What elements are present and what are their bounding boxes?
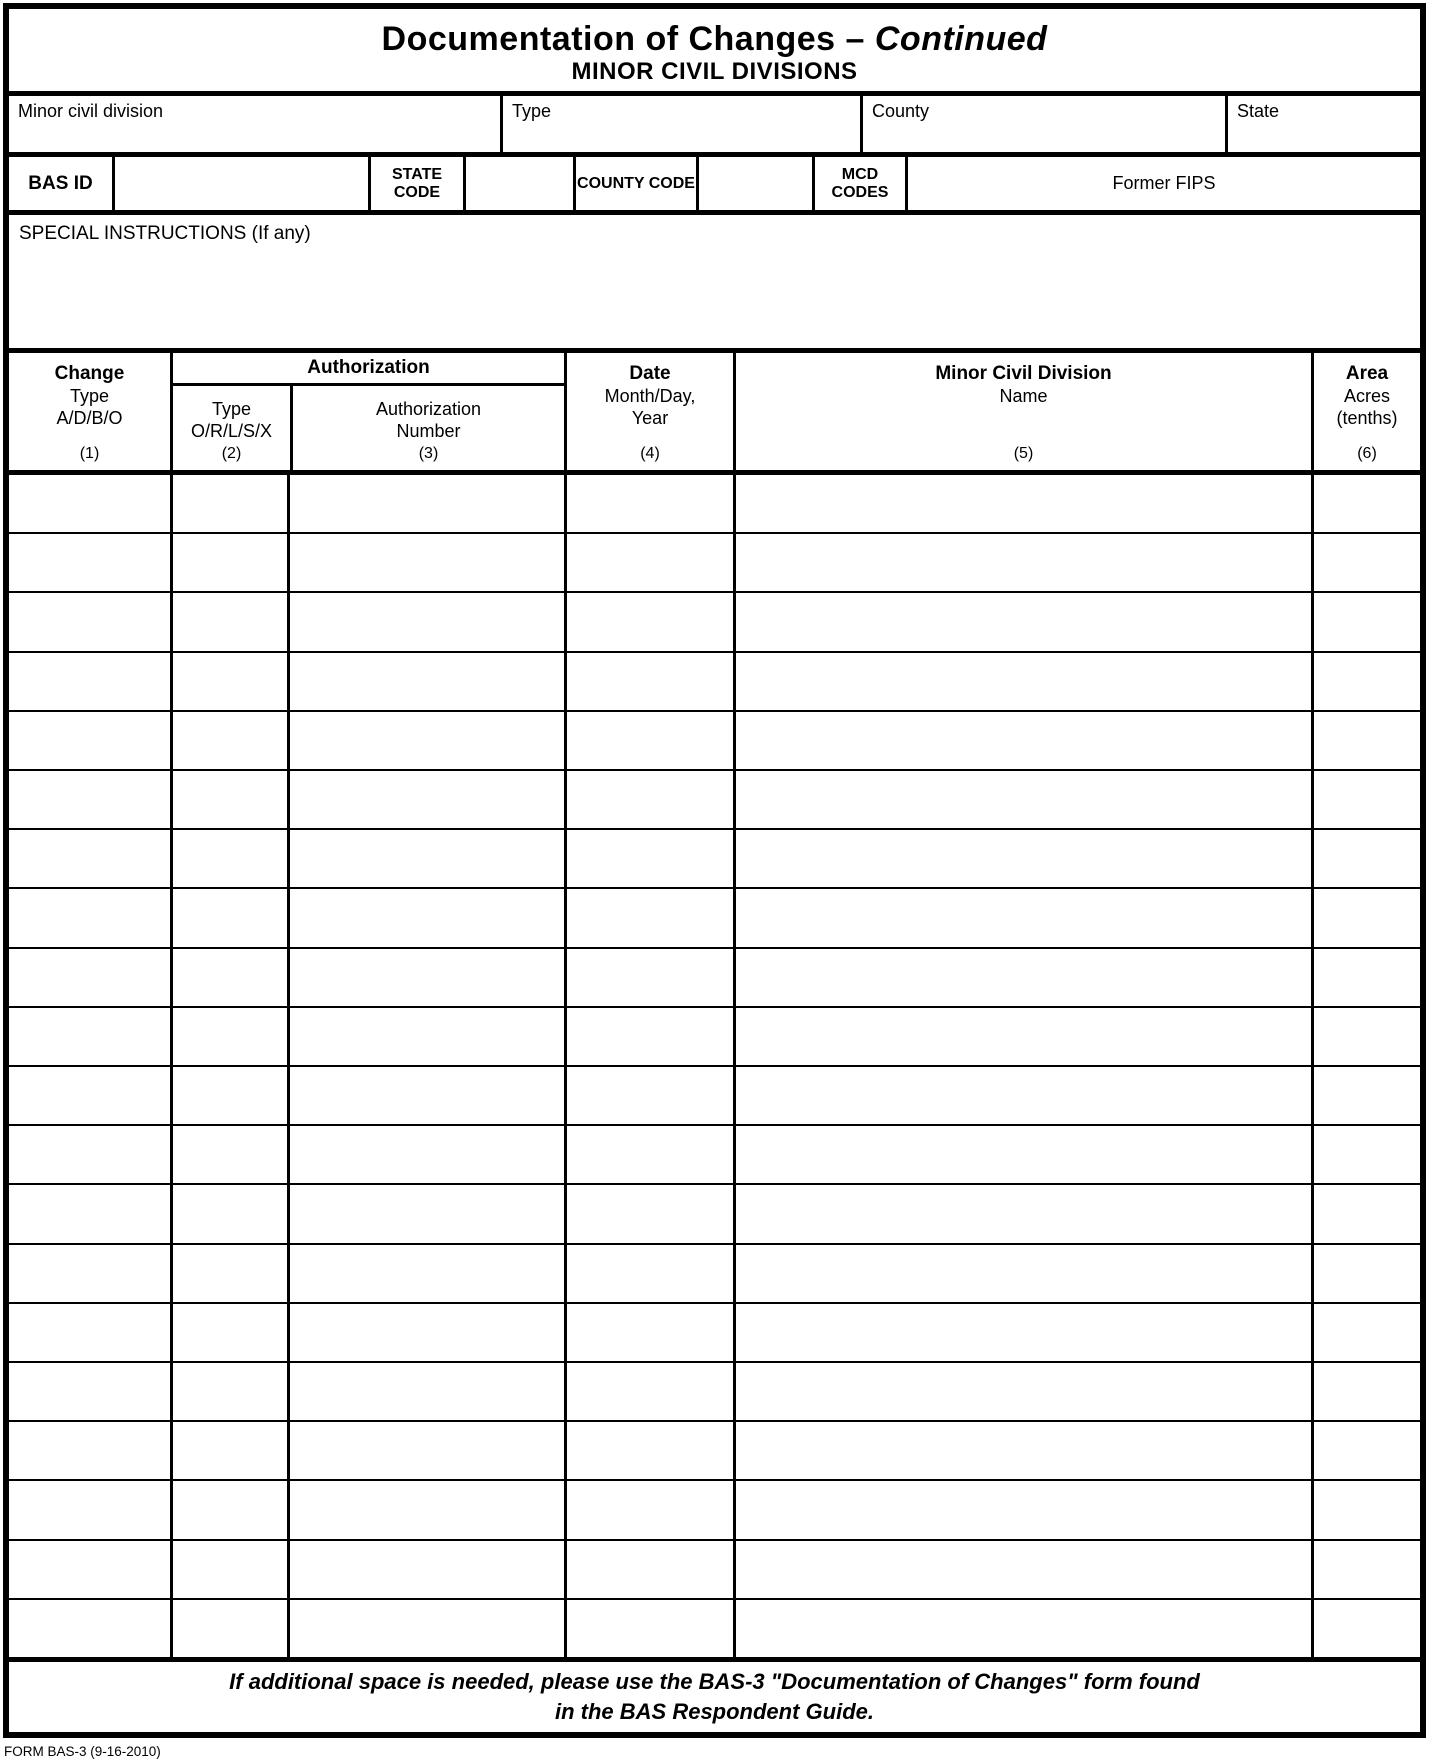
codes-row xyxy=(9,157,1420,215)
former-fips-cell[interactable] xyxy=(905,157,1420,210)
area-acres-cell[interactable] xyxy=(1311,475,1420,532)
date-cell[interactable] xyxy=(564,1363,733,1420)
table-row xyxy=(9,651,1420,710)
authorization-number-cell[interactable] xyxy=(287,1245,564,1302)
type-field[interactable] xyxy=(500,96,860,152)
authorization-number-header: Authorization Number (3) xyxy=(290,386,564,470)
area-acres-cell[interactable] xyxy=(1311,1600,1420,1657)
state-code-value-cell[interactable] xyxy=(463,157,573,210)
footer-note xyxy=(9,1657,1420,1732)
change-type-cell[interactable] xyxy=(9,889,170,946)
authorization-number-cell[interactable] xyxy=(287,949,564,1006)
mcd-name-cell[interactable] xyxy=(733,949,1311,1006)
change-type-cell[interactable] xyxy=(9,830,170,887)
change-type-cell[interactable] xyxy=(9,1422,170,1479)
mcd-name-cell[interactable] xyxy=(733,1600,1311,1657)
change-type-header: Change Type A/D/B/O (1) xyxy=(54,363,125,462)
table-header xyxy=(9,353,1420,475)
area-acres-cell[interactable] xyxy=(1311,1067,1420,1124)
change-type-cell[interactable] xyxy=(9,475,170,532)
mcd-name-cell[interactable] xyxy=(733,771,1311,828)
authorization-number-cell[interactable] xyxy=(287,1008,564,1065)
authorization-number-cell[interactable] xyxy=(287,889,564,946)
former-fips-label: Former FIPS xyxy=(1112,173,1216,193)
table-row xyxy=(9,1479,1420,1538)
mcd-name-cell[interactable] xyxy=(733,830,1311,887)
authorization-number-cell[interactable] xyxy=(287,771,564,828)
date-cell[interactable] xyxy=(564,1304,733,1361)
table-row xyxy=(9,1598,1420,1657)
authorization-type-cell[interactable] xyxy=(170,1067,287,1124)
authorization-type-cell[interactable] xyxy=(170,1245,287,1302)
change-type-cell[interactable] xyxy=(9,1600,170,1657)
authorization-type-cell[interactable] xyxy=(170,534,287,591)
date-cell[interactable] xyxy=(564,475,733,532)
area-acres-cell[interactable] xyxy=(1311,653,1420,710)
form-id-label: FORM BAS-3 (9-16-2010) xyxy=(4,1744,161,1759)
authorization-number-cell[interactable] xyxy=(287,1600,564,1657)
change-type-cell[interactable] xyxy=(9,653,170,710)
county-label: County xyxy=(872,101,930,121)
table-row xyxy=(9,887,1420,946)
authorization-type-cell[interactable] xyxy=(170,1185,287,1242)
authorization-number-cell[interactable] xyxy=(287,1481,564,1538)
county-code-label: COUNTY CODE xyxy=(573,157,696,210)
authorization-number-cell[interactable] xyxy=(287,653,564,710)
mcd-name-cell[interactable] xyxy=(733,653,1311,710)
authorization-number-cell[interactable] xyxy=(287,1422,564,1479)
area-acres-cell[interactable] xyxy=(1311,1126,1420,1183)
table-row xyxy=(9,828,1420,887)
authorization-type-cell[interactable] xyxy=(170,830,287,887)
area-acres-cell[interactable] xyxy=(1311,1481,1420,1538)
change-type-cell[interactable] xyxy=(9,771,170,828)
mcd-name-cell[interactable] xyxy=(733,475,1311,532)
bas-id-value-cell[interactable] xyxy=(112,157,368,210)
authorization-type-cell[interactable] xyxy=(170,1126,287,1183)
authorization-number-cell[interactable] xyxy=(287,1067,564,1124)
date-cell[interactable] xyxy=(564,1481,733,1538)
authorization-type-cell[interactable] xyxy=(170,889,287,946)
mcd-name-cell[interactable] xyxy=(733,593,1311,650)
date-cell[interactable] xyxy=(564,1126,733,1183)
authorization-group-header xyxy=(170,353,564,470)
special-instructions-area[interactable] xyxy=(9,215,1420,353)
authorization-type-header: Type O/R/L/S/X (2) xyxy=(190,399,273,462)
authorization-type-cell[interactable] xyxy=(170,593,287,650)
mcd-name-cell[interactable] xyxy=(733,889,1311,946)
change-type-cell[interactable] xyxy=(9,1008,170,1065)
table-row xyxy=(9,1420,1420,1479)
area-header: Area Acres (tenths) (6) xyxy=(1311,353,1420,470)
table-row xyxy=(9,591,1420,650)
mcd-name-cell[interactable] xyxy=(733,1481,1311,1538)
mcd-name-cell[interactable] xyxy=(733,534,1311,591)
mcd-name-cell[interactable] xyxy=(733,1008,1311,1065)
footer-note-line2: in the BAS Respondent Guide. xyxy=(554,1699,874,1724)
authorization-type-cell[interactable] xyxy=(170,712,287,769)
date-cell[interactable] xyxy=(564,830,733,887)
change-type-cell[interactable] xyxy=(9,1481,170,1538)
change-type-cell[interactable] xyxy=(9,1541,170,1598)
area-acres-cell[interactable] xyxy=(1311,1422,1420,1479)
authorization-type-cell[interactable] xyxy=(170,475,287,532)
mcd-name-cell[interactable] xyxy=(733,1422,1311,1479)
change-type-cell[interactable] xyxy=(9,1067,170,1124)
area-acres-cell[interactable] xyxy=(1311,949,1420,1006)
mcd-codes-label: MCD CODES xyxy=(812,157,905,210)
mcd-name-cell[interactable] xyxy=(733,1541,1311,1598)
table-row xyxy=(9,1302,1420,1361)
mcd-name-cell[interactable] xyxy=(733,1304,1311,1361)
authorization-type-cell[interactable] xyxy=(170,1008,287,1065)
authorization-number-cell[interactable] xyxy=(287,830,564,887)
mcd-name-cell[interactable] xyxy=(733,712,1311,769)
area-acres-cell[interactable] xyxy=(1311,1304,1420,1361)
area-acres-cell[interactable] xyxy=(1311,889,1420,946)
table-row xyxy=(9,1361,1420,1420)
mcd-name-cell[interactable] xyxy=(733,1126,1311,1183)
table-body xyxy=(9,475,1420,1657)
date-cell[interactable] xyxy=(564,1067,733,1124)
bas-id-label: BAS ID xyxy=(28,172,93,194)
authorization-number-cell[interactable] xyxy=(287,1185,564,1242)
authorization-type-cell[interactable] xyxy=(170,1600,287,1657)
authorization-type-cell[interactable] xyxy=(170,653,287,710)
authorization-number-cell[interactable] xyxy=(287,593,564,650)
special-instructions-label: SPECIAL INSTRUCTIONS (If any) xyxy=(19,223,311,244)
table-row xyxy=(9,710,1420,769)
area-acres-cell[interactable] xyxy=(1311,771,1420,828)
date-cell[interactable] xyxy=(564,889,733,946)
authorization-type-cell[interactable] xyxy=(170,1363,287,1420)
footer-note-line1: If additional space is needed, please use the BAS-3 "Documentation of Changes" form found xyxy=(229,1669,1200,1694)
authorization-number-cell[interactable] xyxy=(287,534,564,591)
table-row xyxy=(9,1006,1420,1065)
change-type-cell[interactable] xyxy=(9,1126,170,1183)
mcd-name-cell[interactable] xyxy=(733,1067,1311,1124)
authorization-number-cell[interactable] xyxy=(287,475,564,532)
table-row xyxy=(9,475,1420,532)
bas3-form xyxy=(3,3,1426,1738)
area-acres-cell[interactable] xyxy=(1311,830,1420,887)
authorization-type-cell[interactable] xyxy=(170,1422,287,1479)
area-acres-cell[interactable] xyxy=(1311,593,1420,650)
change-type-cell[interactable] xyxy=(9,712,170,769)
mcd-name-cell[interactable] xyxy=(733,1245,1311,1302)
authorization-number-cell[interactable] xyxy=(287,712,564,769)
type-label: Type xyxy=(512,101,552,121)
area-acres-cell[interactable] xyxy=(1311,1363,1420,1420)
date-cell[interactable] xyxy=(564,712,733,769)
minor-civil-division-field[interactable] xyxy=(9,96,500,152)
date-cell[interactable] xyxy=(564,1008,733,1065)
table-row xyxy=(9,1183,1420,1242)
area-acres-cell[interactable] xyxy=(1311,1185,1420,1242)
table-row xyxy=(9,1539,1420,1598)
date-cell[interactable] xyxy=(564,1600,733,1657)
page-title-continued: Continued xyxy=(874,20,1048,58)
county-code-value-cell[interactable] xyxy=(696,157,812,210)
minor-civil-division-label: Minor civil division xyxy=(18,101,164,121)
date-cell[interactable] xyxy=(564,653,733,710)
date-cell[interactable] xyxy=(564,1245,733,1302)
date-cell[interactable] xyxy=(564,1185,733,1242)
table-row xyxy=(9,1124,1420,1183)
area-acres-cell[interactable] xyxy=(1311,1245,1420,1302)
table-row xyxy=(9,769,1420,828)
change-type-cell[interactable] xyxy=(9,1245,170,1302)
change-type-cell[interactable] xyxy=(9,1304,170,1361)
date-cell[interactable] xyxy=(564,1541,733,1598)
area-acres-cell[interactable] xyxy=(1311,712,1420,769)
date-cell[interactable] xyxy=(564,593,733,650)
authorization-type-cell[interactable] xyxy=(170,949,287,1006)
change-type-cell[interactable] xyxy=(9,534,170,591)
authorization-type-cell[interactable] xyxy=(170,1541,287,1598)
state-field[interactable] xyxy=(1225,96,1420,152)
authorization-type-cell[interactable] xyxy=(170,1481,287,1538)
date-header: Date Month/Day, Year (4) xyxy=(564,353,733,470)
authorization-type-cell[interactable] xyxy=(170,1304,287,1361)
date-cell[interactable] xyxy=(564,534,733,591)
state-code-label: STATE CODE xyxy=(368,157,463,210)
mcd-name-cell[interactable] xyxy=(733,1363,1311,1420)
date-cell[interactable] xyxy=(564,1422,733,1479)
change-type-cell[interactable] xyxy=(9,949,170,1006)
table-row xyxy=(9,947,1420,1006)
area-acres-cell[interactable] xyxy=(1311,1541,1420,1598)
authorization-number-cell[interactable] xyxy=(287,1304,564,1361)
change-type-cell[interactable] xyxy=(9,1363,170,1420)
table-row xyxy=(9,532,1420,591)
page-title: Documentation of Changes – Continued xyxy=(381,20,1048,58)
mcd-name-cell[interactable] xyxy=(733,1185,1311,1242)
page-subtitle: MINOR CIVIL DIVISIONS xyxy=(571,58,858,85)
change-type-cell[interactable] xyxy=(9,1185,170,1242)
authorization-number-cell[interactable] xyxy=(287,1126,564,1183)
change-type-cell[interactable] xyxy=(9,593,170,650)
mcd-name-header: Minor Civil Division Name (5) xyxy=(733,353,1311,470)
table-row xyxy=(9,1065,1420,1124)
date-cell[interactable] xyxy=(564,771,733,828)
authorization-group-title: Authorization xyxy=(173,353,564,386)
state-label: State xyxy=(1237,101,1280,121)
area-acres-cell[interactable] xyxy=(1311,1008,1420,1065)
table-row xyxy=(9,1243,1420,1302)
authorization-type-cell[interactable] xyxy=(170,771,287,828)
county-field[interactable] xyxy=(860,96,1225,152)
area-acres-cell[interactable] xyxy=(1311,534,1420,591)
title-block xyxy=(9,9,1420,96)
identification-row xyxy=(9,96,1420,157)
date-cell[interactable] xyxy=(564,949,733,1006)
authorization-number-cell[interactable] xyxy=(287,1363,564,1420)
authorization-number-cell[interactable] xyxy=(287,1541,564,1598)
